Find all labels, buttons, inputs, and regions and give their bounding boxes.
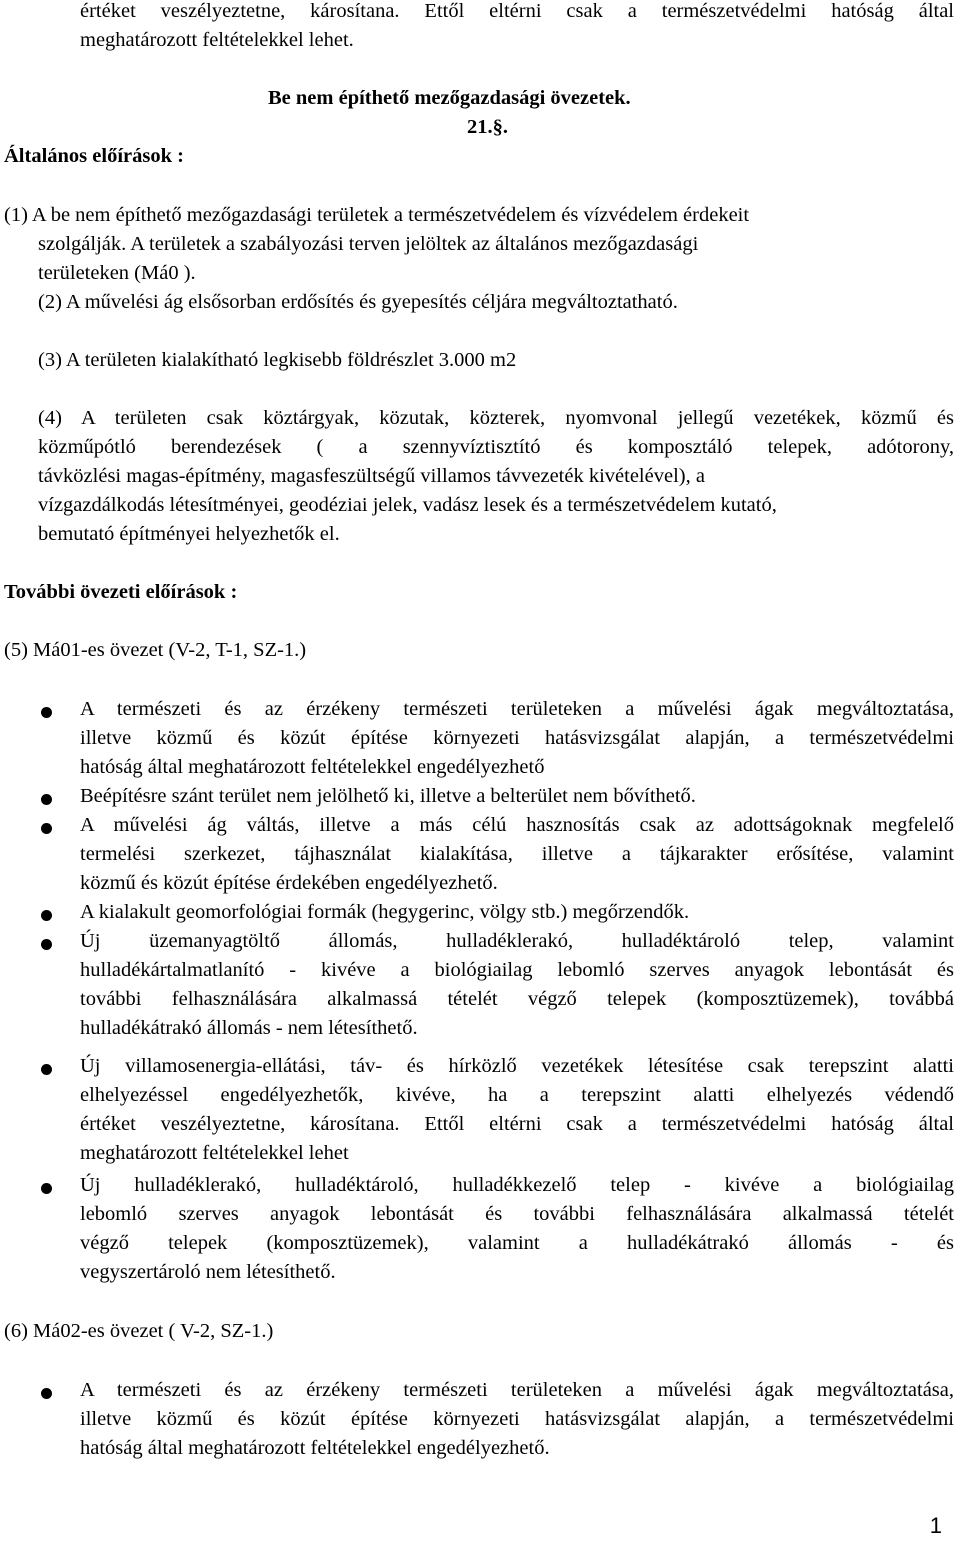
ma01-bullet-1-line-1: A természeti és az érzékeny természeti területeken a művelési ágak megváltoztatása,	[80, 698, 954, 720]
paragraph-4-line-5: bemutató építményei helyezhetők el.	[38, 523, 340, 545]
bullet-icon	[41, 707, 52, 718]
ma01-bullet-3-line-1: A művelési ág váltás, illetve a más célú hasznosítás csak az adottságoknak megfelelő	[80, 814, 954, 836]
zone-ma01-heading: (5) Má01-es övezet (V-2, T-1, SZ-1.)	[4, 639, 307, 661]
bullet-icon	[41, 939, 52, 950]
paragraph-3: (3) A területen kialakítható legkisebb földrészlet 3.000 m2	[38, 349, 517, 371]
ma01-bullet-6-line-1: Új villamosenergia-ellátási, táv- és hírközlő vezetékek létesítése csak terepszint alatti	[80, 1055, 954, 1077]
ma01-bullet-5-line-1: Új üzemanyagtöltő állomás, hulladéklerakó, hulladéktároló telep, valamint	[80, 930, 954, 952]
ma02-bullet-1-line-2: illetve közmű és közút építése környezeti hatásvizsgálat alapján, a természetvédelmi	[80, 1408, 954, 1430]
ma02-bullet-1-line-1: A természeti és az érzékeny természeti területeken a művelési ágak megváltoztatása,	[80, 1379, 954, 1401]
section-number: 21.§.	[467, 116, 508, 138]
ma01-bullet-3-line-3: közmű és közút építése érdekében engedélyezhető.	[80, 872, 498, 894]
ma01-bullet-6-line-2: elhelyezéssel engedélyezhetők, kivéve, ha a terepszint alatti elhelyezés védendő	[80, 1084, 954, 1106]
ma02-bullet-1-line-3: hatóság által meghatározott feltételekkel engedélyezhető.	[80, 1437, 550, 1459]
continuation-line-2: meghatározott feltételekkel lehet.	[80, 29, 354, 51]
paragraph-4-line-1: (4) A területen csak köztárgyak, közutak, közterek, nyomvonal jellegű vezetékek, közmű és	[38, 407, 954, 429]
ma01-bullet-5-line-2: hulladékártalmatlanító - kivéve a biológiailag lebomló szerves anyagok lebontását és	[80, 959, 954, 981]
bullet-icon	[41, 823, 52, 834]
ma01-bullet-5-line-4: hulladékátrakó állomás - nem létesíthető.	[80, 1017, 418, 1039]
bullet-icon	[41, 1064, 52, 1075]
ma01-bullet-7-line-4: vegyszertároló nem létesíthető.	[80, 1261, 336, 1283]
ma01-bullet-2: Beépítésre szánt terület nem jelölhető ki, illetve a belterület nem bővíthető.	[80, 785, 696, 807]
paragraph-1-line-3: területeken (Má0 ).	[38, 262, 196, 284]
ma01-bullet-6-line-4: meghatározott feltételekkel lehet	[80, 1142, 349, 1164]
ma01-bullet-4: A kialakult geomorfológiai formák (hegygerinc, völgy stb.) megőrzendők.	[80, 901, 690, 923]
paragraph-4-line-3: távközlési magas-építmény, magasfeszültségű villamos távvezeték kivételével), a	[38, 465, 705, 487]
page-number: 1	[929, 1513, 942, 1538]
ma01-bullet-6-line-3: értéket veszélyeztetne, károsítana. Ettől eltérni csak a természetvédelmi hatóság által	[80, 1113, 954, 1135]
general-heading: Általános előírások :	[4, 145, 184, 167]
paragraph-4-line-4: vízgazdálkodás létesítményei, geodéziai jelek, vadász lesek és a természetvédelem kutató,	[38, 494, 777, 516]
paragraph-2: (2) A művelési ág elsősorban erdősítés és gyepesítés céljára megváltoztatható.	[38, 291, 678, 313]
bullet-icon	[41, 910, 52, 921]
continuation-line-1: értéket veszélyeztetne, károsítana. Ettől eltérni csak a természetvédelmi hatóság által	[80, 0, 954, 22]
bullet-icon	[41, 1183, 52, 1194]
bullet-icon	[41, 794, 52, 805]
ma01-bullet-1-line-2: illetve közmű és közút építése környezeti hatásvizsgálat alapján, a természetvédelmi	[80, 727, 954, 749]
paragraph-1-line-1: (1) A be nem építhető mezőgazdasági területek a természetvédelem és vízvédelem érdekeit	[4, 204, 750, 226]
further-heading: További övezeti előírások :	[4, 581, 238, 603]
zone-ma02-heading: (6) Má02-es övezet ( V-2, SZ-1.)	[4, 1320, 274, 1342]
ma01-bullet-3-line-2: termelési szerkezet, tájhasználat kialakítása, illetve a tájkarakter erősítése, valamint	[80, 843, 954, 865]
ma01-bullet-1-line-3: hatóság által meghatározott feltételekkel engedélyezhető	[80, 756, 545, 778]
zone-title: Be nem építhető mezőgazdasági övezetek.	[268, 87, 631, 109]
ma01-bullet-7-line-2: lebomló szerves anyagok lebontását és további felhasználására alkalmassá tételét	[80, 1203, 954, 1225]
ma01-bullet-7-line-1: Új hulladéklerakó, hulladéktároló, hulladékkezelő telep - kivéve a biológiailag	[80, 1174, 954, 1196]
paragraph-1-line-2: szolgálják. A területek a szabályozási terven jelöltek az általános mezőgazdasági	[38, 233, 699, 255]
ma01-bullet-7-line-3: végző telepek (komposztüzemek), valamint a hulladékátrakó állomás - és	[80, 1232, 954, 1254]
ma01-bullet-5-line-3: további felhasználására alkalmassá tételét végző telepek (komposztüzemek), továbbá	[80, 988, 954, 1010]
paragraph-4-line-2: közműpótló berendezések ( a szennyvíztisztító és komposztáló telepek, adótorony,	[38, 436, 954, 458]
bullet-icon	[41, 1388, 52, 1399]
